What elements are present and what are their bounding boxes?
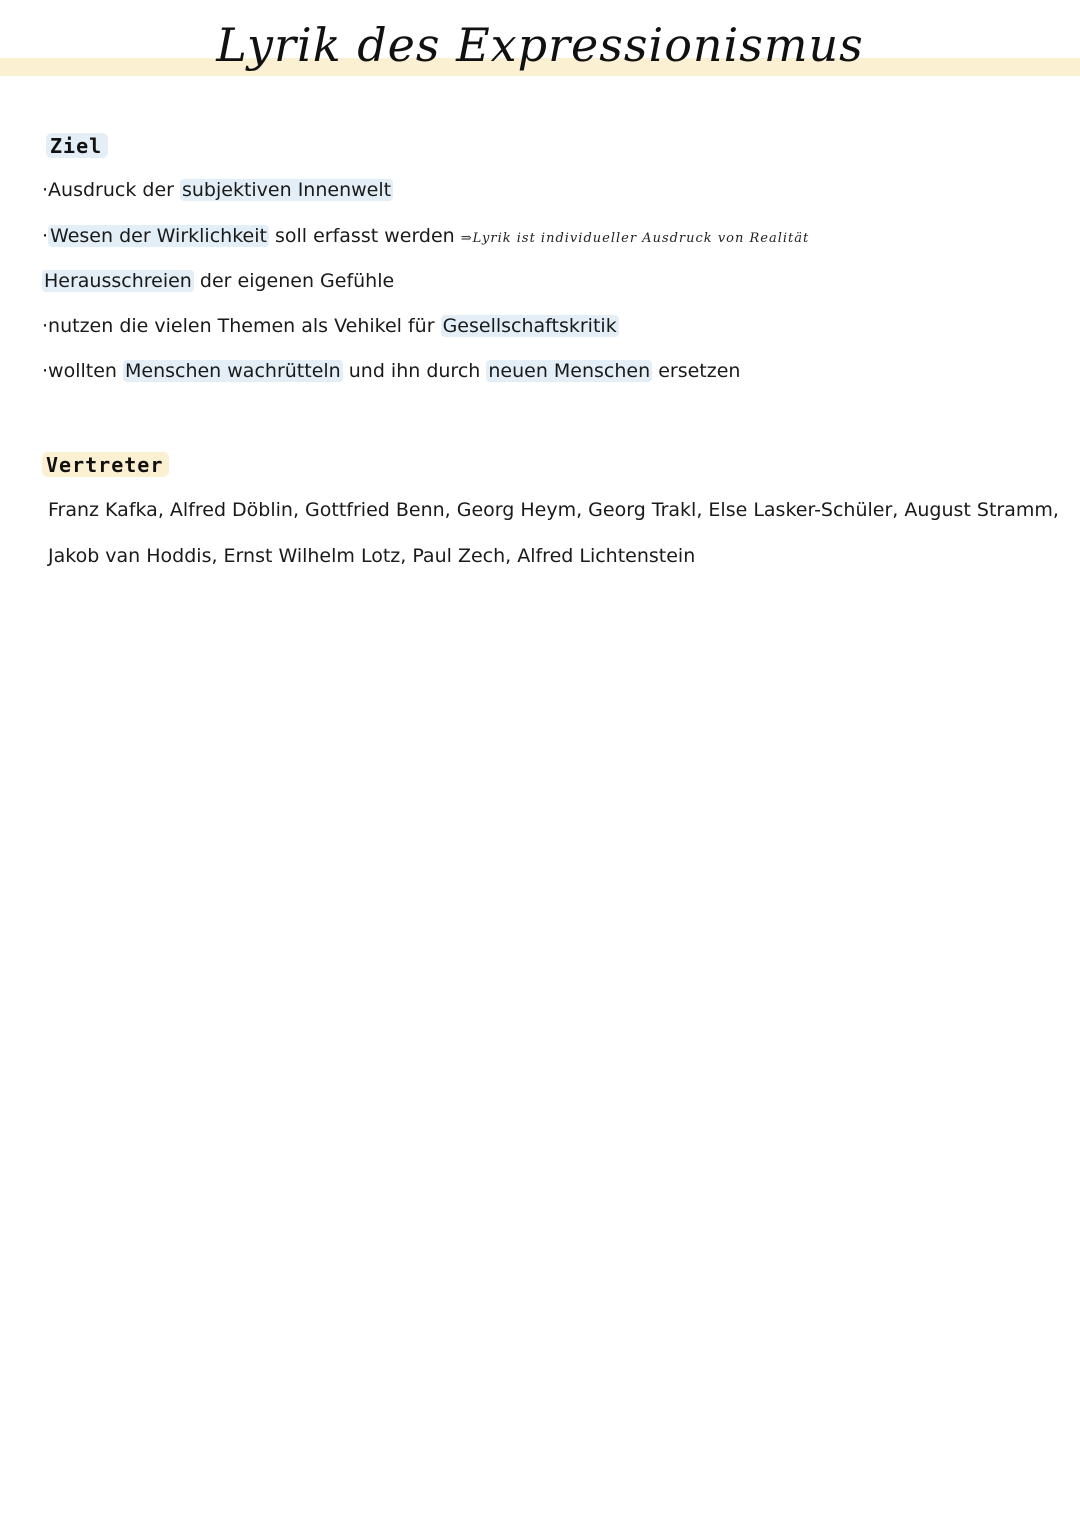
- ziel-line-3-highlight: Herausschreien: [44, 270, 192, 292]
- vertreter-line-2: Jakob van Hoddis, Ernst Wilhelm Lotz, Paul Zech, Alfred Lichtenstein: [48, 545, 696, 567]
- ziel-line-3: [42, 270, 394, 293]
- ziel-line-4-text: ·nutzen die vielen Themen als Vehikel für: [42, 315, 441, 337]
- ziel-line-4-highlight: Gesellschaftskritik: [442, 315, 617, 337]
- ziel-line-2: [42, 225, 809, 248]
- ziel-line-5-highlight-b: neuen Menschen: [488, 360, 651, 382]
- vertreter-line-1: Franz Kafka, Alfred Döblin, Gottfried Benn, Georg Heym, Georg Trakl, Else Lasker-Schüler, August Stramm,: [48, 499, 1059, 521]
- ziel-line-5-text-b: und ihn durch: [342, 360, 487, 382]
- ziel-line-4: [42, 315, 619, 338]
- ziel-line-2-text: soll erfasst werden: [268, 225, 455, 247]
- ziel-line-5-highlight-a: Menschen wachrütteln: [124, 360, 341, 382]
- section-heading-vertreter: Vertreter: [42, 452, 169, 477]
- section-heading-ziel: Ziel: [46, 133, 108, 158]
- ziel-line-2-handwritten-note: ⇒Lyrik ist individueller Ausdruck von Realität: [460, 231, 810, 246]
- ziel-line-1: [42, 179, 393, 202]
- ziel-line-3-text: der eigenen Gefühle: [193, 270, 395, 292]
- ziel-line-5-text-c: ersetzen: [652, 360, 741, 382]
- ziel-line-5-text-a: ·wollten: [42, 360, 123, 382]
- page-title: Lyrik des Expressionismus: [216, 18, 864, 72]
- ziel-line-1-text: ·Ausdruck der: [42, 179, 180, 201]
- ziel-line-2-bullet: ·: [42, 225, 49, 247]
- ziel-line-2-highlight: Wesen der Wirklichkeit: [50, 225, 267, 247]
- ziel-line-5: [42, 360, 740, 383]
- ziel-line-1-highlight: subjektiven Innenwelt: [181, 179, 392, 201]
